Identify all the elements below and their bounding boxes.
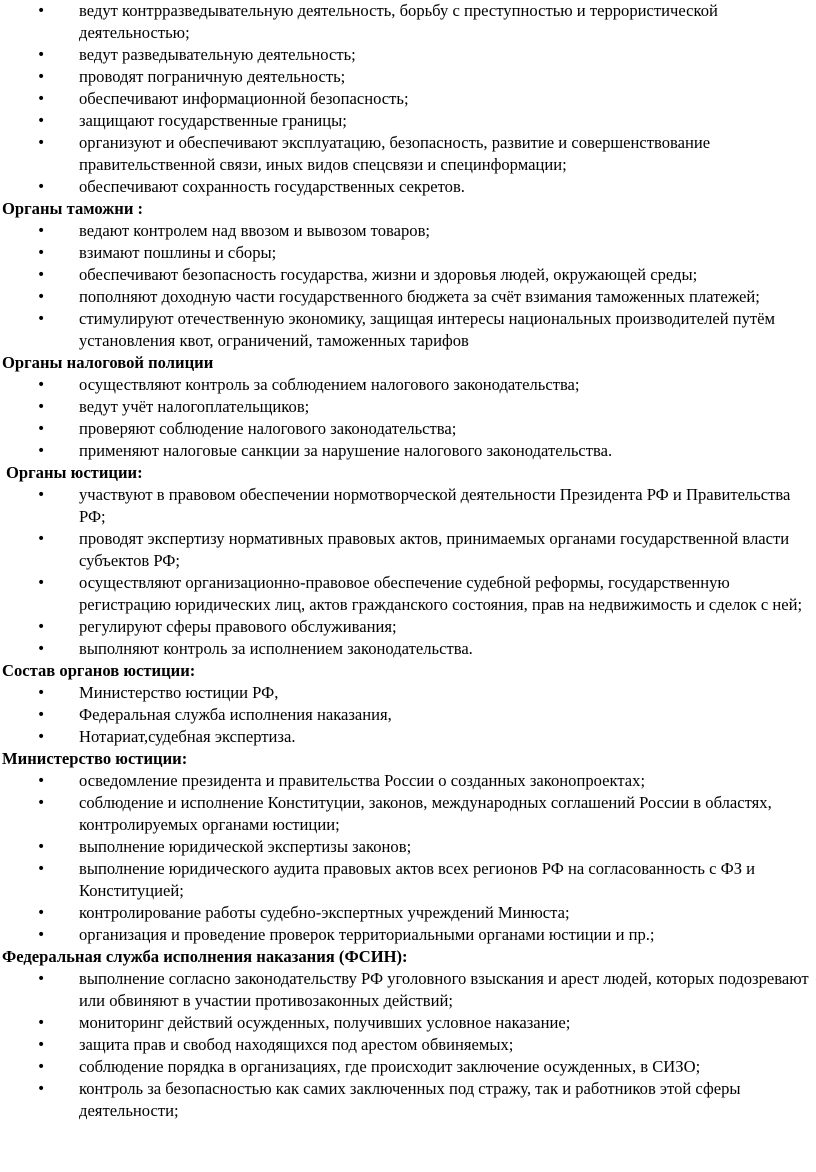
section-heading-ministry-of-justice: Министерство юстиции: <box>2 749 188 768</box>
list-item: • осуществляют организационно-правовое обеспечение судебной реформы, государственную регистрацию юридических лиц, актов гражданского состояния, прав на недвижимость и сделок с ней; <box>79 572 812 616</box>
list-item: • контроль за безопасностью как самих заключенных под стражу, так и работников этой сферы деятельности; <box>79 1078 812 1122</box>
section-heading-justice: Органы юстиции: <box>6 463 143 482</box>
list-item: • мониторинг действий осужденных, получивших условное наказание; <box>79 1012 812 1034</box>
list-item: • проводят пограничную деятельность; <box>79 66 812 88</box>
list-item: • организация и проведение проверок территориальными органами юстиции и пр.; <box>79 924 812 946</box>
list-item: • осведомление президента и правительства России о созданных законопроектах; <box>79 770 812 792</box>
list-item: • применяют налоговые санкции за нарушение налогового законодательства. <box>79 440 812 462</box>
list-item: • ведут контрразведывательную деятельность, борьбу с преступностью и террористической деятельностью; <box>79 0 812 44</box>
customs-functions-list <box>0 220 812 352</box>
section-heading-justice-composition: Состав органов юстиции: <box>2 661 196 680</box>
list-item: • ведают контролем над ввозом и вывозом товаров; <box>79 220 812 242</box>
list-item: • выполняют контроль за исполнением законодательства. <box>79 638 812 660</box>
list-item: • ведут разведывательную деятельность; <box>79 44 812 66</box>
fsin-functions-list <box>0 968 812 1122</box>
section-heading-fsin: Федеральная служба исполнения наказания (ФСИН): <box>2 947 408 966</box>
list-item: • проводят экспертизу нормативных правовых актов, принимаемых органами государственной власти субъектов РФ; <box>79 528 812 572</box>
list-item: • выполнение юридического аудита правовых актов всех регионов РФ на согласованность с ФЗ и Конституцией; <box>79 858 812 902</box>
section-heading-customs: Органы таможни : <box>2 199 144 218</box>
tax-police-functions-list <box>0 374 812 462</box>
list-item: • выполнение согласно законодательству РФ уголовного взыскания и арест людей, которых подозревают или обвиняют в участии противозаконных действий; <box>79 968 812 1012</box>
list-item: • защита прав и свобод находящихся под арестом обвиняемых; <box>79 1034 812 1056</box>
list-item: • соблюдение и исполнение Конституции, законов, международных соглашений России в областях, контролируемых органами юстиции; <box>79 792 812 836</box>
list-item: • обеспечивают сохранность государственных секретов. <box>79 176 812 198</box>
list-item: • стимулируют отечественную экономику, защищая интересы национальных производителей путём установления квот, ограничений, таможенных тарифов <box>79 308 812 352</box>
ministry-functions-list <box>0 770 812 946</box>
justice-functions-list <box>0 484 812 660</box>
list-item: • Министерство юстиции РФ, <box>79 682 812 704</box>
justice-composition-list <box>0 682 812 748</box>
section-heading-tax-police: Органы налоговой полиции <box>2 353 214 372</box>
list-item: • выполнение юридической экспертизы законов; <box>79 836 812 858</box>
security-functions-list <box>0 0 812 198</box>
list-item: • проверяют соблюдение налогового законодательства; <box>79 418 812 440</box>
list-item: • регулируют сферы правового обслуживания; <box>79 616 812 638</box>
list-item: • осуществляют контроль за соблюдением налогового законодательства; <box>79 374 812 396</box>
list-item: • защищают государственные границы; <box>79 110 812 132</box>
list-item: • Нотариат,судебная экспертиза. <box>79 726 812 748</box>
list-item: • обеспечивают информационной безопасность; <box>79 88 812 110</box>
list-item: • обеспечивают безопасность государства, жизни и здоровья людей, окружающей среды; <box>79 264 812 286</box>
list-item: • взимают пошлины и сборы; <box>79 242 812 264</box>
list-item: • организуют и обеспечивают эксплуатацию, безопасность, развитие и совершенствование правительственной связи, иных видов спецсвязи и специнформации; <box>79 132 812 176</box>
list-item: • ведут учёт налогоплательщиков; <box>79 396 812 418</box>
list-item: • соблюдение порядка в организациях, где происходит заключение осужденных, в СИЗО; <box>79 1056 812 1078</box>
list-item: • Федеральная служба исполнения наказания, <box>79 704 812 726</box>
list-item: • пополняют доходную части государственного бюджета за счёт взимания таможенных платежей; <box>79 286 812 308</box>
list-item: • контролирование работы судебно-экспертных учреждений Минюста; <box>79 902 812 924</box>
list-item: • участвуют в правовом обеспечении нормотворческой деятельности Президента РФ и Правительства РФ; <box>79 484 812 528</box>
